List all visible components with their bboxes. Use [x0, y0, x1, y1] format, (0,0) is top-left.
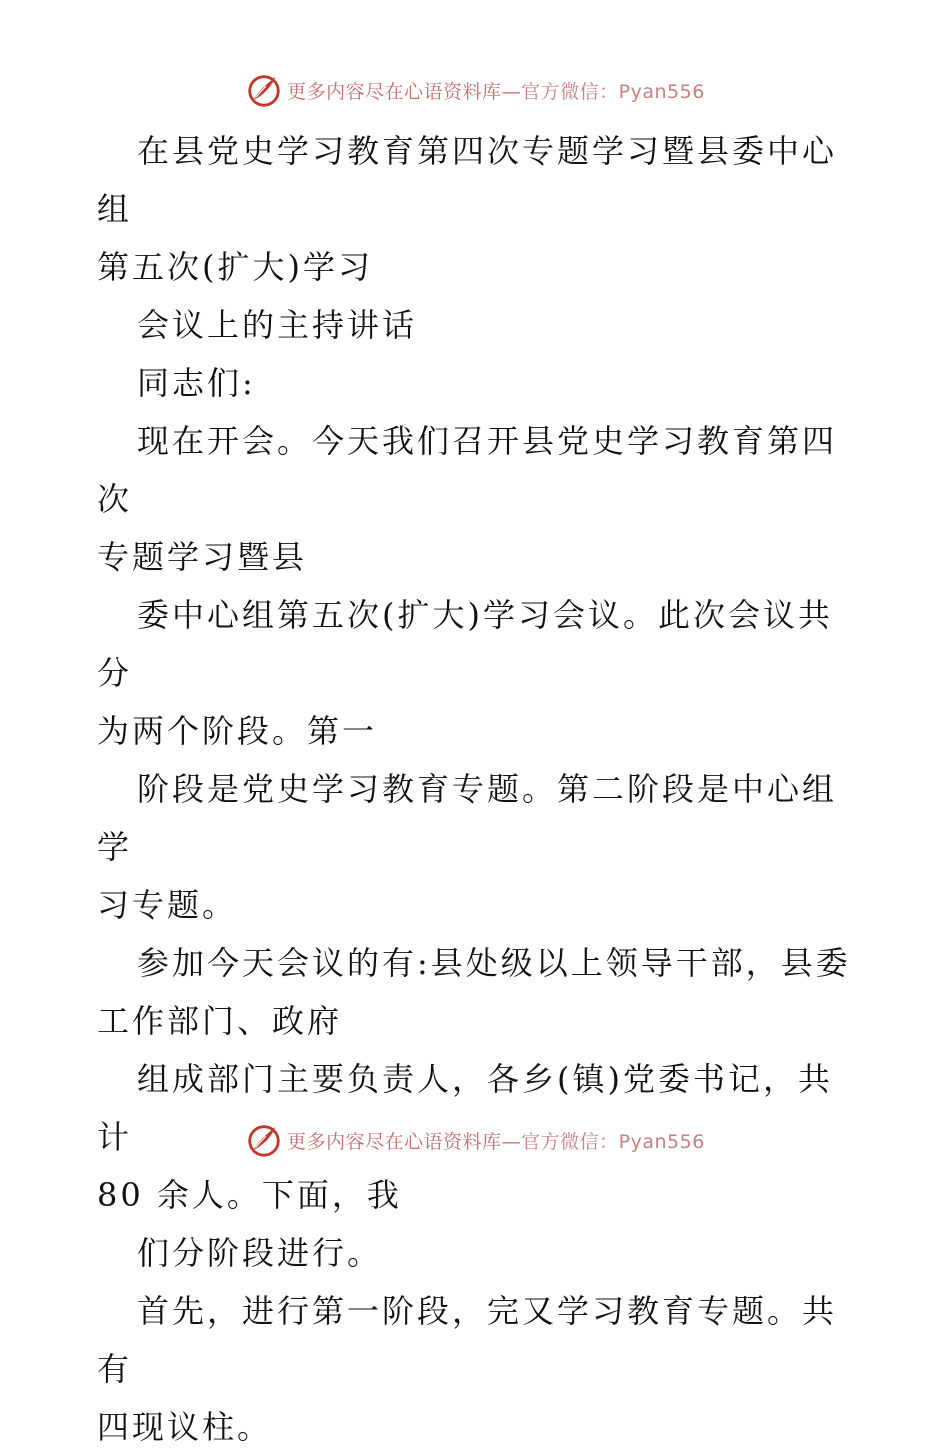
- paragraph: 组成部门主要负责人，各乡(镇)党委书记，共计 80 余人。下面，我: [97, 1060, 833, 1214]
- paragraph: 们分阶段进行。: [137, 1234, 383, 1272]
- title-line: 在县党史学习教育第四次专题学习暨县委中心组 第五次(扩大)学习: [97, 132, 838, 286]
- paragraph: 首先，进行第一阶段，完又学习教育专题。共有 四现议柱。: [97, 1292, 838, 1446]
- title-subline: 会议上的主持讲话: [137, 306, 418, 344]
- watermark-text: [287, 1127, 705, 1154]
- paragraph: 现在开会。今天我们召开县党史学习教育第四次 专题学习暨县: [97, 422, 838, 576]
- quill-logo-icon: [245, 71, 283, 109]
- document-body: [97, 122, 857, 1456]
- watermark-text: [287, 77, 705, 104]
- paragraph: 参加今天会议的有:县处级以上领导干部，县委 工作部门、政府: [97, 944, 851, 1040]
- paragraph: 阶段是党史学习教育专题。第二阶段是中心组学 习专题。: [97, 770, 838, 924]
- quill-logo-icon: [245, 1121, 283, 1159]
- watermark-main: 更多内容尽在心语资料库—: [287, 80, 522, 103]
- header-watermark: [0, 70, 950, 110]
- watermark-main: 更多内容尽在心语资料库—: [287, 1130, 522, 1153]
- footer-watermark: [0, 1120, 950, 1160]
- paragraph: 委中心组第五次(扩大)学习会议。此次会议共分 为两个阶段。第一: [97, 596, 833, 750]
- salutation: 同志们:: [137, 364, 256, 402]
- watermark-wechat: 官方微信：Pyan556: [521, 1130, 705, 1153]
- watermark-wechat: 官方微信：Pyan556: [521, 80, 705, 103]
